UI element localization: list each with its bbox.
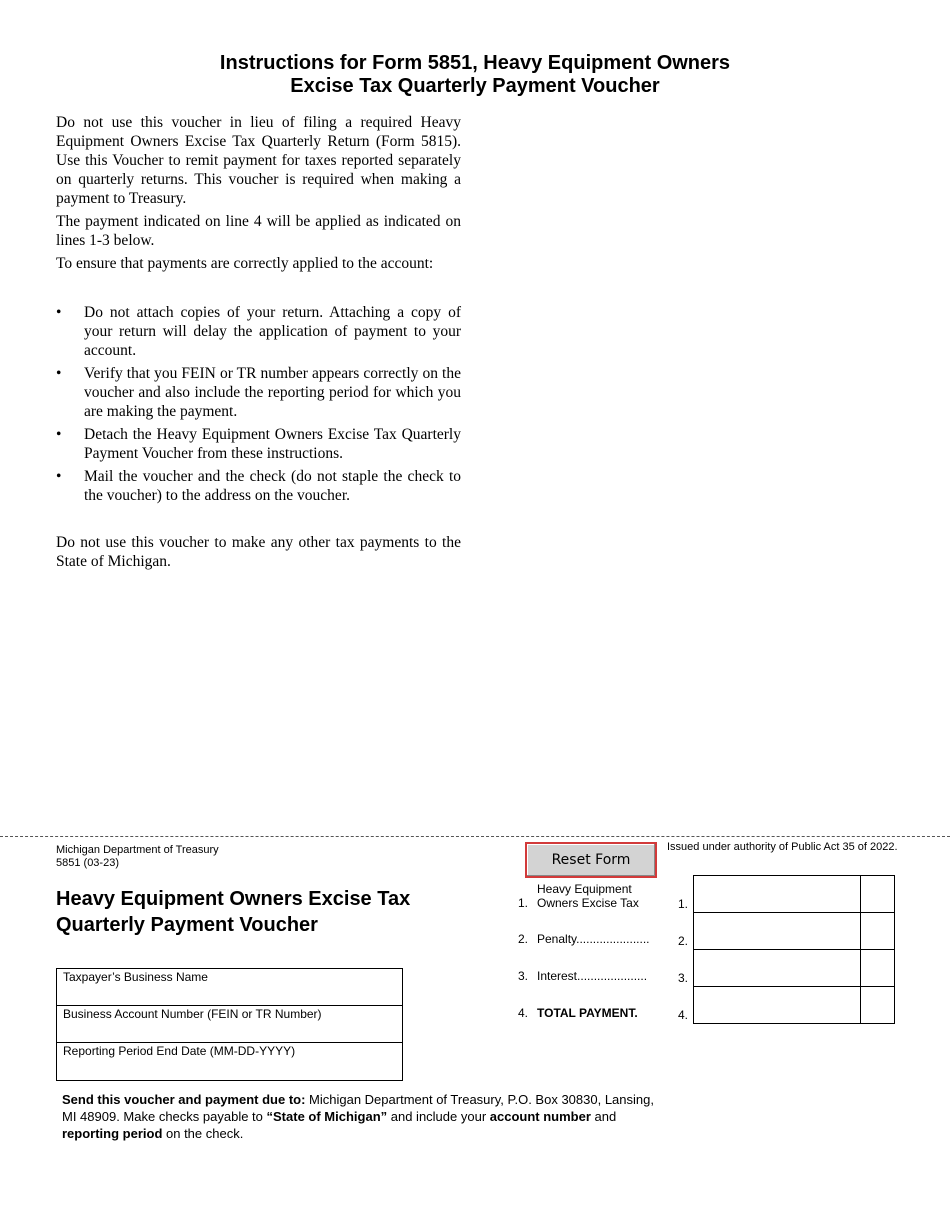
- department-info: [56, 844, 219, 870]
- line-number: 3.: [518, 969, 529, 983]
- penalty-cents-input[interactable]: [860, 912, 895, 950]
- field-label: Taxpayer’s Business Name: [63, 970, 208, 984]
- instructions-paragraph: The payment indicated on line 4 will be applied as indicated on lines 1-3 below.: [56, 213, 461, 249]
- bullet-icon: •: [56, 365, 62, 382]
- amount-row-excise-tax: [678, 875, 895, 912]
- send-payee: “State of Michigan”: [266, 1109, 388, 1124]
- send-and: and: [590, 1109, 617, 1124]
- instructions-paragraph: Do not use this voucher to make any other tax payments to the State of Michigan.: [56, 534, 461, 570]
- instructions-paragraph: To ensure that payments are correctly applied to the account:: [56, 255, 434, 272]
- instructions-paragraph: Do not use this voucher in lieu of filing a required Heavy Equipment Owners Excise Tax Quarterly Return (Form 5815). Use this Voucher to remit payment for taxes reported separately on quarterly returns. This voucher is required when making a payment to Treasury.: [56, 114, 461, 207]
- instructions-title-line2: Excise Tax Quarterly Payment Voucher: [290, 75, 660, 97]
- taxpayer-fields: [56, 968, 403, 1081]
- line-label-excise-tax: [518, 882, 663, 914]
- send-mid: and include your: [387, 1109, 490, 1124]
- bullet-icon: •: [56, 304, 62, 321]
- account-number-field[interactable]: [57, 1006, 402, 1043]
- amount-row-penalty: [678, 912, 895, 949]
- line-text: Penalty......................: [537, 932, 650, 946]
- box-number: 3.: [678, 971, 689, 985]
- line-text: Interest.....................: [537, 969, 648, 983]
- send-account: account number: [489, 1109, 591, 1124]
- voucher-title-line1: Heavy Equipment Owners Excise Tax: [56, 888, 411, 910]
- reset-form-button[interactable]: Reset Form: [525, 842, 657, 878]
- total-payment-cents-input[interactable]: [860, 986, 895, 1024]
- line-text: TOTAL PAYMENT.: [537, 1006, 638, 1020]
- field-label: Reporting Period End Date (MM-DD-YYYY): [63, 1044, 296, 1058]
- bullet-icon: •: [56, 426, 62, 443]
- voucher-title: [56, 886, 496, 938]
- authority-note: Issued under authority of Public Act 35 of 2022.: [667, 841, 898, 853]
- box-number: 2.: [678, 934, 689, 948]
- list-item-text: Verify that you FEIN or TR number appears correctly on the voucher and also include the reporting period for which you are making the payment.: [84, 365, 461, 420]
- list-item-text: Mail the voucher and the check (do not staple the check to the voucher) to the address on the voucher.: [84, 468, 461, 504]
- instructions-body: [56, 113, 461, 575]
- line-number: 2.: [518, 932, 529, 946]
- instructions-title: [60, 52, 890, 98]
- instructions-title-line1: Instructions for Form 5851, Heavy Equipment Owners: [219, 52, 731, 74]
- instructions-bullet-list: [56, 303, 461, 505]
- send-lead: Send this voucher and payment due to:: [62, 1092, 306, 1107]
- excise-tax-cents-input[interactable]: [860, 875, 895, 913]
- business-name-field[interactable]: [57, 969, 402, 1006]
- list-item-text: Do not attach copies of your return. Attaching a copy of your return will delay the application of payment to your account.: [84, 304, 461, 359]
- send-period: reporting period: [62, 1126, 163, 1141]
- amount-row-total: [678, 986, 895, 1023]
- excise-tax-amount-input[interactable]: [693, 875, 861, 913]
- box-number: 4.: [678, 1008, 689, 1022]
- line-text: Heavy Equipment Owners Excise Tax: [537, 882, 639, 910]
- mailing-instructions: [62, 1091, 662, 1142]
- reporting-period-field[interactable]: [57, 1043, 402, 1080]
- field-label: Business Account Number (FEIN or TR Number): [63, 1007, 322, 1021]
- total-payment-amount-input[interactable]: [693, 986, 861, 1024]
- penalty-amount-input[interactable]: [693, 912, 861, 950]
- line-number: 1.: [518, 896, 529, 910]
- form-number: 5851 (03-23): [56, 857, 119, 869]
- send-tail: on the check.: [162, 1126, 244, 1141]
- list-item: [56, 425, 461, 463]
- bullet-icon: •: [56, 468, 62, 485]
- department-name: Michigan Department of Treasury: [56, 844, 219, 856]
- voucher-title-line2: Quarterly Payment Voucher: [56, 914, 318, 936]
- interest-cents-input[interactable]: [860, 949, 895, 987]
- interest-amount-input[interactable]: [693, 949, 861, 987]
- line-number: 4.: [518, 1006, 529, 1020]
- amount-row-interest: [678, 949, 895, 986]
- list-item-text: Detach the Heavy Equipment Owners Excise Tax Quarterly Payment Voucher from these instructions.: [84, 426, 461, 462]
- detach-cut-line: [0, 836, 950, 837]
- list-item: [56, 467, 461, 505]
- send-address: Michigan Department of Treasury, P.O. Box 30830, Lansing, MI 48909. Make checks payable to: [62, 1092, 654, 1124]
- list-item: [56, 364, 461, 421]
- box-number: 1.: [678, 897, 689, 911]
- list-item: [56, 303, 461, 360]
